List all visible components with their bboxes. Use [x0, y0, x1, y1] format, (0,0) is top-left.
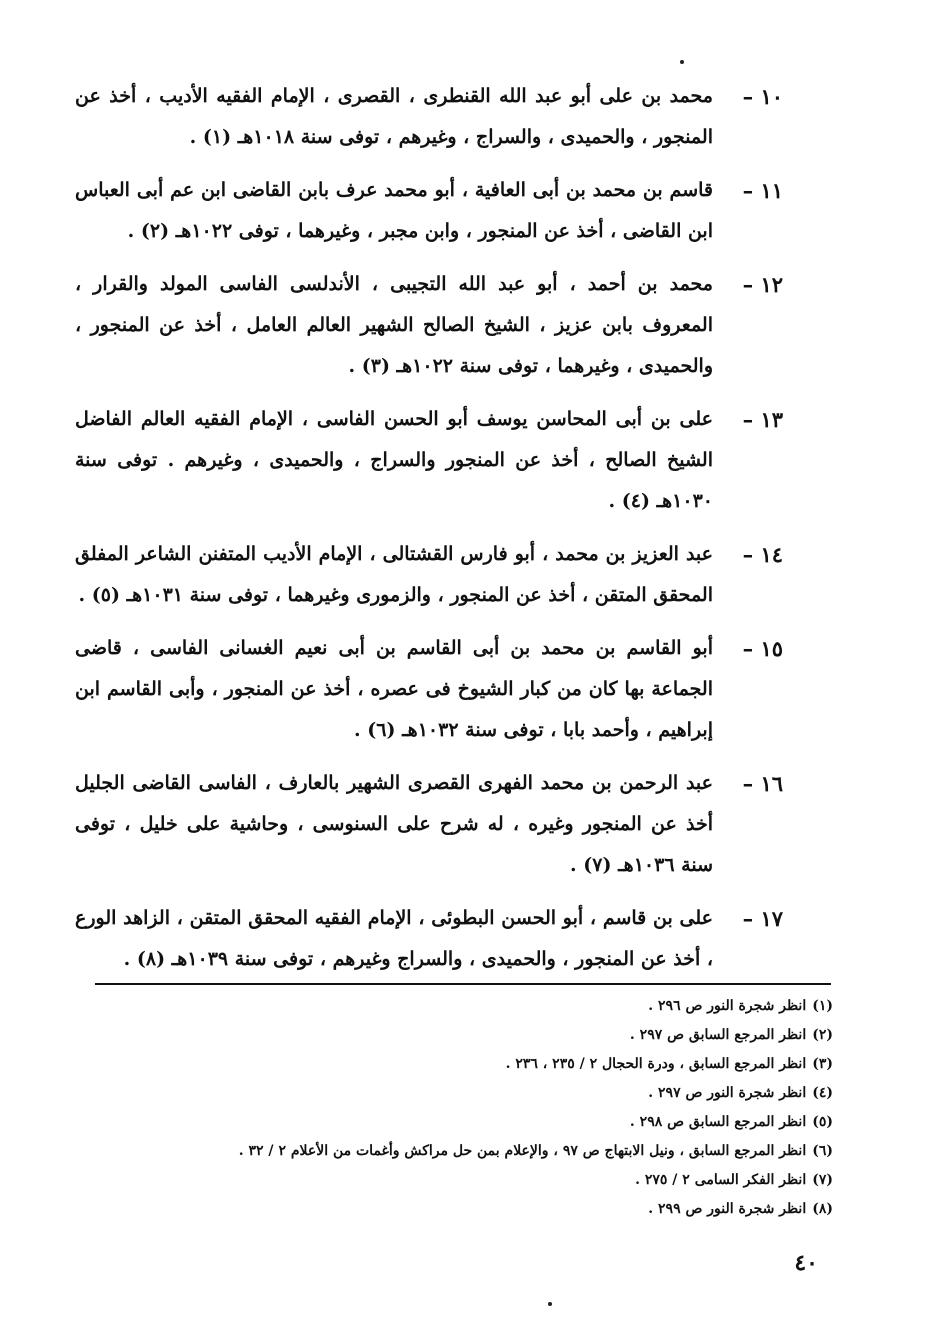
entry-text: على بن أبى المحاسن يوسف أبو الحسن الفاسى ، الإمام الفقيه العالم الفاضل الشيخ الصالح ، أخذ عن المنجور والسراج ، والحميدى ، وغيرهم . توفى سنة ١٠٣٠هـ (٤) .	[75, 408, 713, 512]
entry-number: ١٧ –	[742, 906, 783, 931]
footnote-number: (٨)	[812, 1201, 833, 1217]
entry-number: ١٤ –	[742, 542, 783, 567]
footnote-1	[73, 992, 833, 1021]
entry-15	[75, 628, 783, 751]
entry-17	[75, 898, 783, 980]
biography-entries	[75, 76, 783, 992]
entry-number: ١٢ –	[742, 272, 783, 297]
footnote-text: انظر المرجع السابق ص ٢٩٨ .	[629, 1114, 807, 1130]
footnote-2	[73, 1021, 833, 1050]
entry-number: ١٠ –	[742, 84, 783, 109]
footnote-number: (٥)	[812, 1114, 833, 1130]
entry-number: ١٥ –	[742, 636, 783, 661]
footnote-number: (٤)	[812, 1085, 833, 1101]
footnote-3	[73, 1050, 833, 1079]
entry-11	[75, 170, 783, 252]
entry-text: قاسم بن محمد بن أبى العافية ، أبو محمد عرف بابن القاضى ابن عم أبى العباس ابن القاضى ، أخذ عن المنجور ، وابن مجبر ، وغيرهما ، توفى ١٠٢٢هـ (٢) .	[75, 179, 713, 242]
entry-number: ١١ –	[742, 178, 783, 203]
footnotes	[73, 992, 833, 1224]
ink-spot	[548, 1302, 552, 1306]
entry-12	[75, 264, 783, 387]
ink-spot	[680, 60, 684, 64]
entry-text: محمد بن على أبو عبد الله القنطرى ، القصرى ، الإمام الفقيه الأديب ، أخذ عن المنجور ، والحميدى ، والسراج ، وغيرهم ، توفى سنة ١٠١٨هـ (١) .	[75, 85, 713, 148]
entry-text: على بن قاسم ، أبو الحسن البطوئى ، الإمام الفقيه المحقق المتقن ، الزاهد الورع ، أخذ عن المنجور ، والحميدى ، والسراج وغيرهم ، توفى سنة ١٠٣٩هـ (٨) .	[75, 907, 713, 970]
footnote-number: (٢)	[812, 1027, 833, 1043]
entry-text: أبو القاسم بن محمد بن أبى القاسم بن أبى نعيم الغسانى الفاسى ، قاضى الجماعة بها كان من كبار الشيوخ فى عصره ، أخذ عن المنجور ، وأبى القاسم ابن إبراهيم ، وأحمد بابا ، توفى سنة ١٠٣٢هـ (٦) .	[75, 637, 713, 741]
footnote-text: انظر شجرة النور ص ٢٩٦ .	[648, 998, 807, 1014]
footnote-7	[73, 1166, 833, 1195]
footnote-number: (٧)	[812, 1172, 833, 1188]
footnote-number: (١)	[812, 998, 833, 1014]
entry-16	[75, 763, 783, 886]
entry-14	[75, 534, 783, 616]
footnote-text: انظر المرجع السابق ص ٢٩٧ .	[629, 1027, 807, 1043]
entry-13	[75, 399, 783, 522]
footnote-text: انظر شجرة النور ص ٢٩٧ .	[648, 1085, 807, 1101]
footnote-text: انظر الفكر السامى ٢ / ٢٧٥ .	[635, 1172, 807, 1188]
entry-text: عبد الرحمن بن محمد الفهرى القصرى الشهير بالعارف ، الفاسى القاضى الجليل أخذ عن المنجور وغيره ، له شرح على السنوسى ، وحاشية على خليل ، توفى سنة ١٠٣٦هـ (٧) .	[75, 772, 713, 876]
entry-10	[75, 76, 783, 158]
footnote-number: (٦)	[812, 1143, 833, 1159]
page-number: ٤٠	[794, 1250, 818, 1276]
entry-text: عبد العزيز بن محمد ، أبو فارس القشتالى ، الإمام الأديب المتفنن الشاعر المفلق المحقق المتقن ، أخذ عن المنجور ، والزمورى وغيرهما ، توفى سنة ١٠٣١هـ (٥) .	[75, 543, 713, 606]
footnote-5	[73, 1108, 833, 1137]
entry-number: ١٦ –	[742, 771, 783, 796]
footnote-text: انظر المرجع السابق ، ونيل الابتهاج ص ٩٧ ، والإعلام بمن حل مراكش وأغمات من الأعلام ٢ / ٣٢ .	[238, 1143, 807, 1159]
footnote-text: انظر شجرة النور ص ٢٩٩ .	[648, 1201, 807, 1217]
footnote-text: انظر المرجع السابق ، ودرة الحجال ٢ / ٢٣٥ ، ٢٣٦ .	[505, 1056, 807, 1072]
footnote-6	[73, 1137, 833, 1166]
entry-number: ١٣ –	[742, 407, 783, 432]
footnote-4	[73, 1079, 833, 1108]
footnote-number: (٣)	[812, 1056, 833, 1072]
footnote-8	[73, 1195, 833, 1224]
entry-text: محمد بن أحمد ، أبو عبد الله التجيبى ، الأندلسى الفاسى المولد والقرار ، المعروف بابن عزيز ، الشيخ الصالح الشهير العالم العامل ، أخذ عن المنجور ، والحميدى ، وغيرهما ، توفى سنة ١٠٢٢هـ (٣) .	[75, 273, 713, 377]
footnote-divider	[95, 983, 831, 985]
